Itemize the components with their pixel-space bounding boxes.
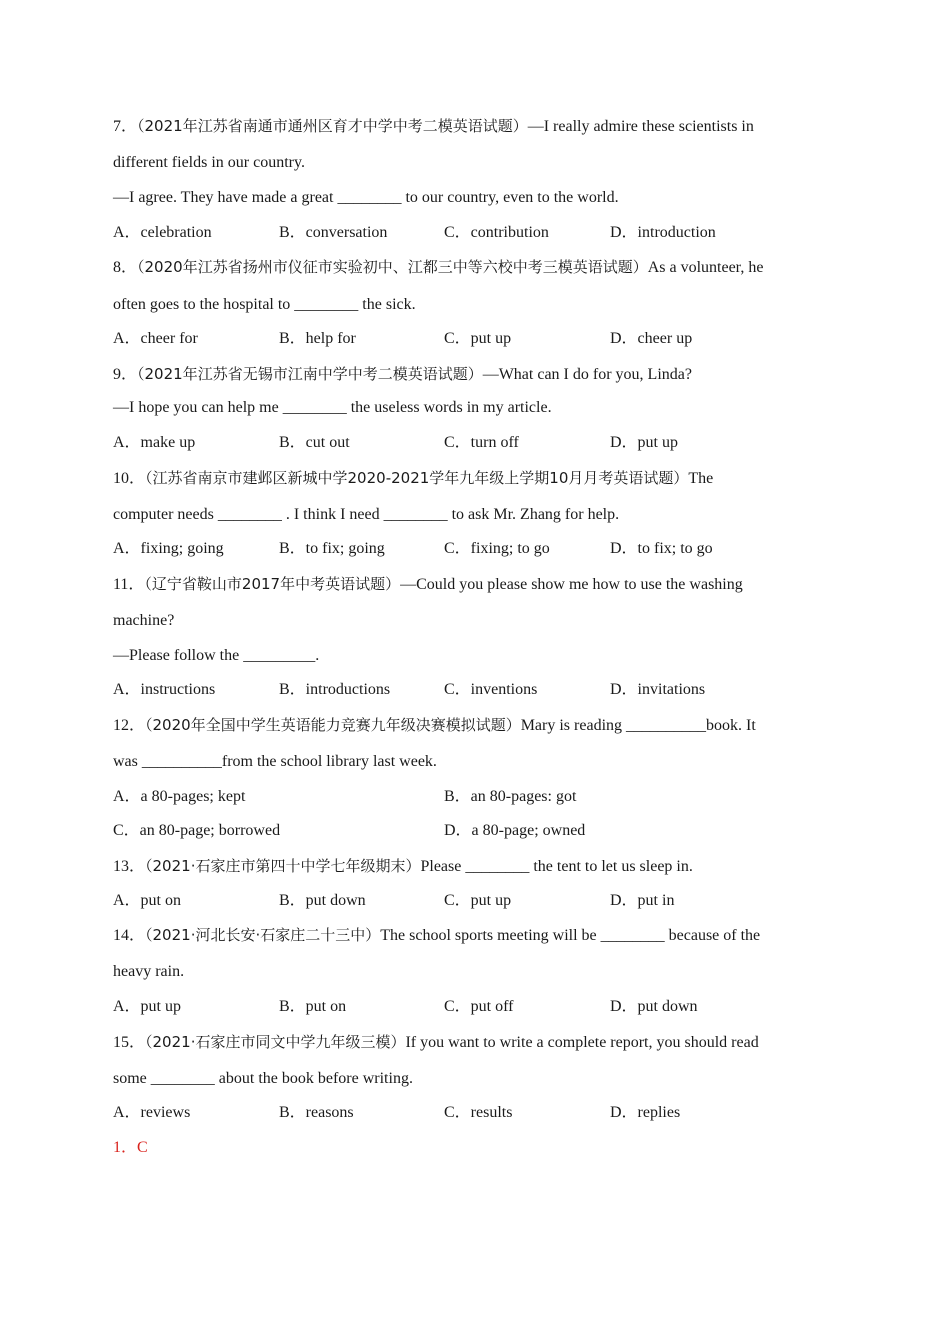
question-8-option-a: A．cheer for: [113, 330, 198, 347]
question-9-option-a: A．make up: [113, 434, 196, 451]
question-15-option-c: C．results: [444, 1104, 513, 1121]
question-8-option-c: C．put up: [444, 330, 512, 347]
question-8-option-d: D．cheer up: [610, 330, 693, 347]
question-source: （2021·石家庄市第四十中学七年级期末）: [145, 857, 421, 875]
question-9-option-c: C．turn off: [444, 434, 519, 451]
question-15-stem: 15．（2021·石家庄市同文中学九年级三模）If you want to write a complete report, you should read: [113, 1033, 759, 1051]
question-source: （2020年全国中学生英语能力竞赛九年级决赛模拟试题）: [145, 716, 521, 734]
question-11-option-c: C．inventions: [444, 681, 538, 698]
question-source: （江苏省南京市建邺区新城中学2020-2021学年九年级上学期10月月考英语试题）: [145, 469, 689, 487]
question-9-option-d: D．put up: [610, 434, 679, 451]
answer-key-1: 1．C: [113, 1139, 148, 1156]
question-15-option-a: A．reviews: [113, 1104, 191, 1121]
question-9-stem: 9．（2021年江苏省无锡市江南中学中考二模英语试题）—What can I do for you, Linda?: [113, 365, 692, 383]
question-10-option-a: A．fixing; going: [113, 540, 224, 557]
question-7-stem-cont: different fields in our country.: [113, 154, 305, 171]
question-8-stem-cont: often goes to the hospital to ________ the sick.: [113, 296, 416, 313]
question-10-stem: 10．（江苏省南京市建邺区新城中学2020-2021学年九年级上学期10月月考英语试题）The: [113, 469, 714, 487]
question-8-stem: 8．（2020年江苏省扬州市仪征市实验初中、江都三中等六校中考三模英语试题）As a volunteer, he: [113, 258, 764, 276]
question-9-option-b: B．cut out: [279, 434, 350, 451]
question-7-option-b: B．conversation: [279, 224, 388, 241]
question-14-stem: 14．（2021·河北长安·石家庄二十三中）The school sports meeting will be ________ because of the: [113, 926, 761, 944]
question-13-option-b: B．put down: [279, 892, 366, 909]
question-7-option-c: C．contribution: [444, 224, 549, 241]
question-7-option-d: D．introduction: [610, 224, 716, 241]
question-10-option-c: C．fixing; to go: [444, 540, 550, 557]
question-source: （2020年江苏省扬州市仪征市实验初中、江都三中等六校中考三模英语试题）: [137, 258, 648, 276]
question-source: （2021·河北长安·石家庄二十三中）: [145, 926, 381, 944]
question-10-option-d: D．to fix; to go: [610, 540, 713, 557]
question-12-option-c: C．an 80-page; borrowed: [113, 822, 281, 839]
question-14-option-b: B．put on: [279, 998, 347, 1015]
question-15-option-b: B．reasons: [279, 1104, 354, 1121]
question-13-option-d: D．put in: [610, 892, 675, 909]
question-7-stem: 7．（2021年江苏省南通市通州区育才中学中考二模英语试题）—I really admire these scientists in: [113, 117, 754, 135]
question-9-reply: —I hope you can help me ________ the useless words in my article.: [113, 399, 552, 416]
question-11-option-b: B．introductions: [279, 681, 391, 698]
question-14-option-a: A．put up: [113, 998, 182, 1015]
question-11-stem: 11．（辽宁省鞍山市2017年中考英语试题）—Could you please show me how to use the washing: [113, 575, 743, 593]
question-11-reply: —Please follow the _________.: [113, 647, 320, 664]
question-11-stem-cont: machine?: [113, 612, 175, 629]
question-13-option-c: C．put up: [444, 892, 512, 909]
question-12-stem-cont: was __________from the school library last week.: [113, 753, 437, 770]
question-12-option-b: B．an 80-pages: got: [444, 788, 577, 805]
question-14-option-d: D．put down: [610, 998, 698, 1015]
question-15-option-d: D．replies: [610, 1104, 681, 1121]
question-source: （辽宁省鞍山市2017年中考英语试题）: [144, 575, 401, 593]
question-10-option-b: B．to fix; going: [279, 540, 385, 557]
question-10-stem-cont: computer needs ________ . I think I need ________ to ask Mr. Zhang for help.: [113, 506, 620, 523]
question-12-stem: 12．（2020年全国中学生英语能力竞赛九年级决赛模拟试题）Mary is reading __________book. It: [113, 716, 756, 734]
question-11-option-d: D．invitations: [610, 681, 706, 698]
question-7-reply: —I agree. They have made a great ________ to our country, even to the world.: [113, 189, 619, 206]
question-14-option-c: C．put off: [444, 998, 514, 1015]
question-12-option-a: A．a 80-pages; kept: [113, 788, 246, 805]
question-source: （2021年江苏省无锡市江南中学中考二模英语试题）: [137, 365, 483, 383]
question-14-stem-cont: heavy rain.: [113, 963, 185, 980]
question-source: （2021·石家庄市同文中学九年级三模）: [145, 1033, 406, 1051]
question-15-stem-cont: some ________ about the book before writing.: [113, 1070, 413, 1087]
question-12-option-d: D．a 80-page; owned: [444, 822, 586, 839]
question-13-option-a: A．put on: [113, 892, 182, 909]
question-8-option-b: B．help for: [279, 330, 356, 347]
question-7-option-a: A．celebration: [113, 224, 212, 241]
question-11-option-a: A．instructions: [113, 681, 216, 698]
question-13-stem: 13．（2021·石家庄市第四十中学七年级期末）Please ________ the tent to let us sleep in.: [113, 857, 693, 875]
question-source: （2021年江苏省南通市通州区育才中学中考二模英语试题）: [137, 117, 528, 135]
